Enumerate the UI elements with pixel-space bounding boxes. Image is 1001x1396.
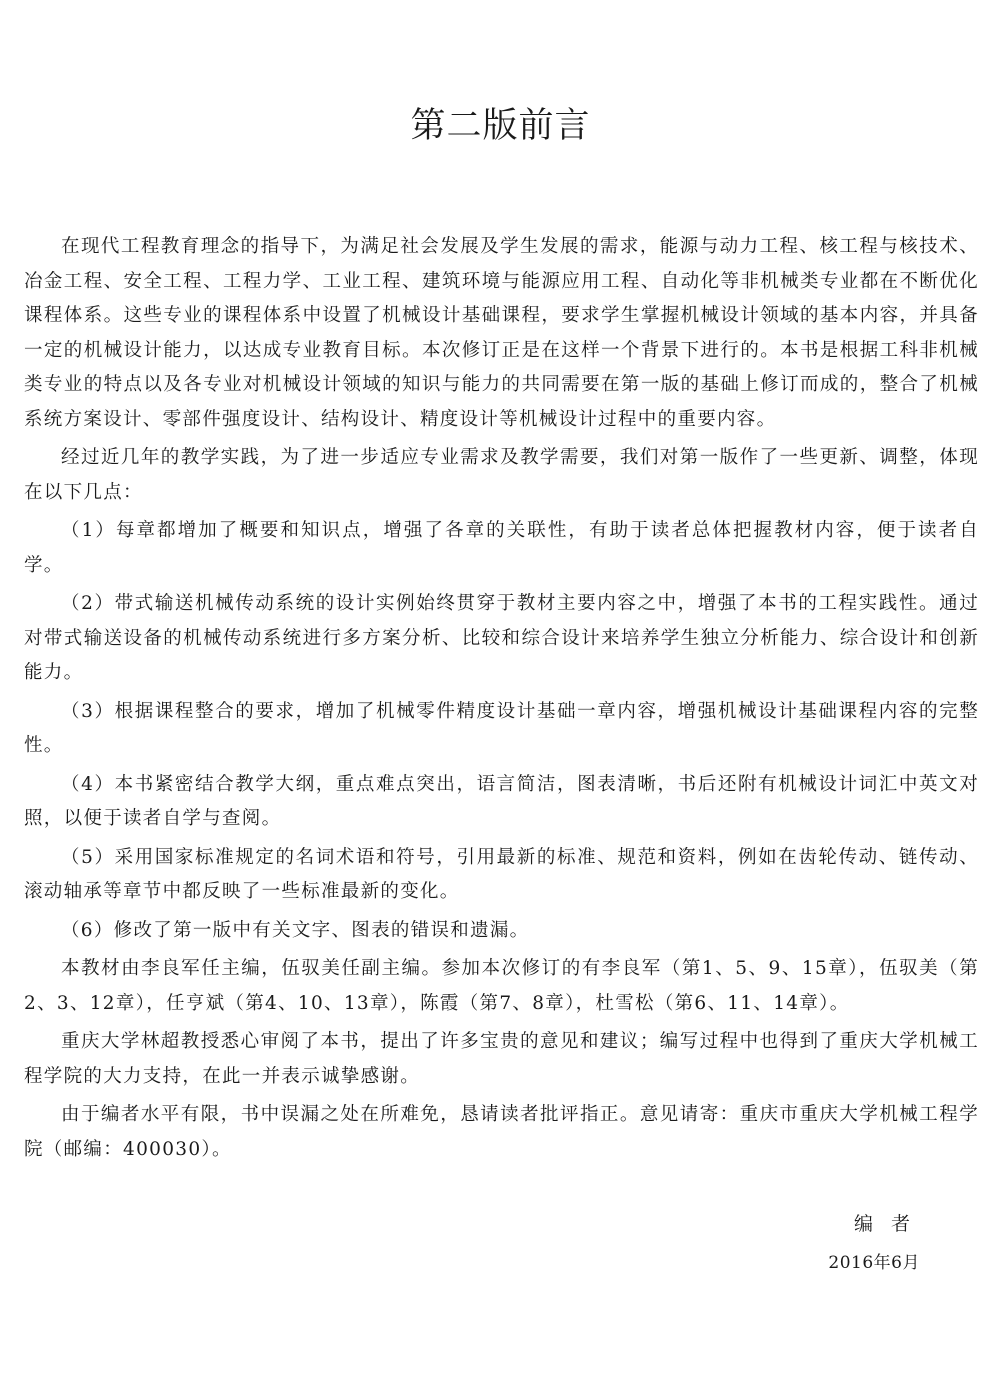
preface-paragraph-contact: 由于编者水平有限，书中误漏之处在所难免，恳请读者批评指正。意见请寄：重庆市重庆大学机械工程学院（邮编：400030）。 [24,1104,979,1160]
signature-block [600,1209,928,1279]
preface-paragraph-thanks: 重庆大学林超教授悉心审阅了本书，提出了许多宝贵的意见和建议；编写过程中也得到了重庆大学机械工程学院的大力支持，在此一并表示诚挚感谢。 [24,1031,979,1087]
signature-name: 编者 [853,1213,928,1235]
preface-point-1: （1）每章都增加了概要和知识点，增强了各章的关联性，有助于读者总体把握教材内容，便于读者自学。 [24,520,979,576]
preface-paragraph-authors: 本教材由李良军任主编，伍驭美任副主编。参加本次修订的有李良军（第1、5、9、15章），伍驭美（第2、3、12章），任亨斌（第4、10、13章），陈霞（第7、8章），杜雪松（第6、11、14章）。 [24,958,979,1014]
preface-paragraph-intro: 在现代工程教育理念的指导下，为满足社会发展及学生发展的需求，能源与动力工程、核工程与核技术、冶金工程、安全工程、工程力学、工业工程、建筑环境与能源应用工程、自动化等非机械类专业都在不断优化课程体系。这些专业的课程体系中设置了机械设计基础课程，要求学生掌握机械设计领域的基本内容，并具备一定的机械设计能力，以达成专业教育目标。本次修订正是在这样一个背景下进行的。本书是根据工科非机械类专业的特点以及各专业对机械设计领域的知识与能力的共同需要在第一版的基础上修订而成的，整合了机械系统方案设计、零部件强度设计、结构设计、精度设计等机械设计过程中的重要内容。 [24,236,979,430]
page-title: 第二版前言 [410,106,591,146]
preface-point-4: （4）本书紧密结合教学大纲，重点难点突出，语言简洁，图表清晰，书后还附有机械设计词汇中英文对照，以便于读者自学与查阅。 [24,773,979,829]
preface-point-5: （5）采用国家标准规定的名词术语和符号，引用最新的标准、规范和资料，例如在齿轮传动、链传动、滚动轴承等章节中都反映了一些标准最新的变化。 [24,846,979,902]
preface-paragraph-summary: 经过近几年的教学实践，为了进一步适应专业需求及教学需要，我们对第一版作了一些更新、调整，体现在以下几点： [24,447,979,503]
signature-date: 2016年6月 [828,1253,920,1273]
preface-body [24,230,979,1171]
preface-point-6: （6）修改了第一版中有关文字、图表的错误和遗漏。 [61,919,530,941]
preface-point-2: （2）带式输送机械传动系统的设计实例始终贯穿于教材主要内容之中，增强了本书的工程实践性。通过对带式输送设备的机械传动系统进行多方案分析、比较和综合设计来培养学生独立分析能力、综合设计和创新能力。 [24,593,979,683]
preface-point-3: （3）根据课程整合的要求，增加了机械零件精度设计基础一章内容，增强机械设计基础课程内容的完整性。 [24,700,979,756]
